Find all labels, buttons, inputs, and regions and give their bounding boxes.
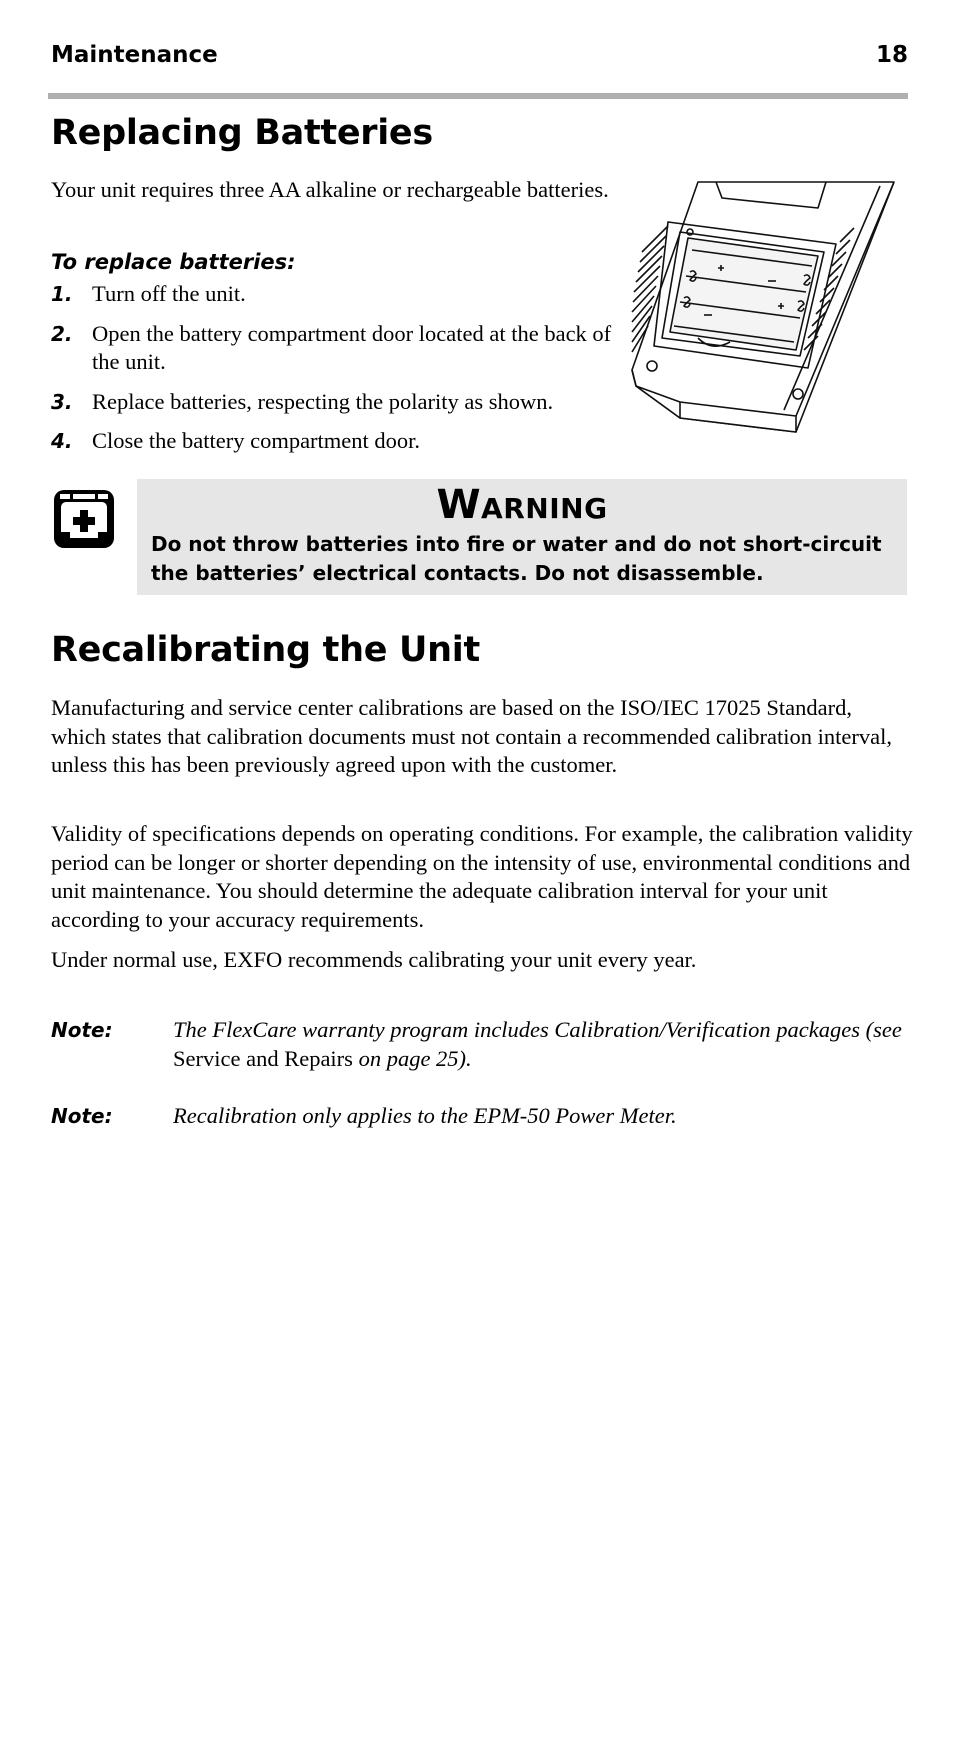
page-number: 18 xyxy=(875,42,908,68)
service-repairs-reference: Service and Repairs xyxy=(173,1045,353,1071)
replacing-batteries-heading: Replacing Batteries xyxy=(51,113,433,153)
warning-title: Warning xyxy=(436,482,608,528)
step-number: 2. xyxy=(51,321,73,346)
note-text: Recalibration only applies to the EPM-50 Power Meter. xyxy=(173,1103,677,1128)
procedure-title: To replace batteries: xyxy=(51,250,296,274)
note-text-before: The FlexCare warranty program includes Calibration/Verification packages (see xyxy=(173,1017,902,1042)
list-item xyxy=(51,320,631,377)
page-header xyxy=(51,42,908,70)
step-number: 3. xyxy=(51,389,73,414)
warning-text: Do not throw batteries into fire or water and do not short-circuit the batteries’ electrical contacts. Do not disassemble. xyxy=(151,532,882,585)
note-text-after: on page 25). xyxy=(352,1045,472,1071)
list-item xyxy=(51,280,631,309)
header-section-title: Maintenance xyxy=(51,42,218,68)
note-label: Note: xyxy=(51,1104,113,1128)
step-text: Close the battery compartment door. xyxy=(92,428,421,453)
battery-steps-list xyxy=(51,280,631,467)
note-text xyxy=(173,1016,913,1073)
note-label: Note: xyxy=(51,1018,113,1042)
step-text: Replace batteries, respecting the polarity as shown. xyxy=(92,388,554,414)
warning-box xyxy=(137,479,907,595)
list-item xyxy=(51,388,631,417)
header-rule xyxy=(48,93,908,99)
step-text: Turn off the unit. xyxy=(92,281,246,306)
recalibrating-heading: Recalibrating the Unit xyxy=(51,630,480,670)
recalibration-paragraph: Validity of specifications depends on operating conditions. For example, the calibration validity period can be longer or shorter depending on the intensity of use, environmental conditions and unit maintenance. You should determine the adequate calibration interval for your unit according to your accuracy requirements. xyxy=(51,821,913,932)
step-text: Open the battery compartment door located at the back of the unit. xyxy=(92,320,612,374)
step-number: 4. xyxy=(51,429,73,453)
batteries-intro: Your unit requires three AA alkaline or rechargeable batteries. xyxy=(51,177,609,202)
list-item xyxy=(51,427,631,456)
warning-vehicle-icon xyxy=(51,486,117,552)
recalibration-paragraph: Under normal use, EXFO recommends calibrating your unit every year. xyxy=(51,947,697,972)
battery-compartment-illustration xyxy=(628,180,900,438)
recalibration-paragraph: Manufacturing and service center calibrations are based on the ISO/IEC 17025 Standard, which states that calibration documents must not contain a recommended calibration interval, unless this has been previously agreed upon with the customer. xyxy=(51,695,892,777)
step-number: 1. xyxy=(51,282,73,306)
